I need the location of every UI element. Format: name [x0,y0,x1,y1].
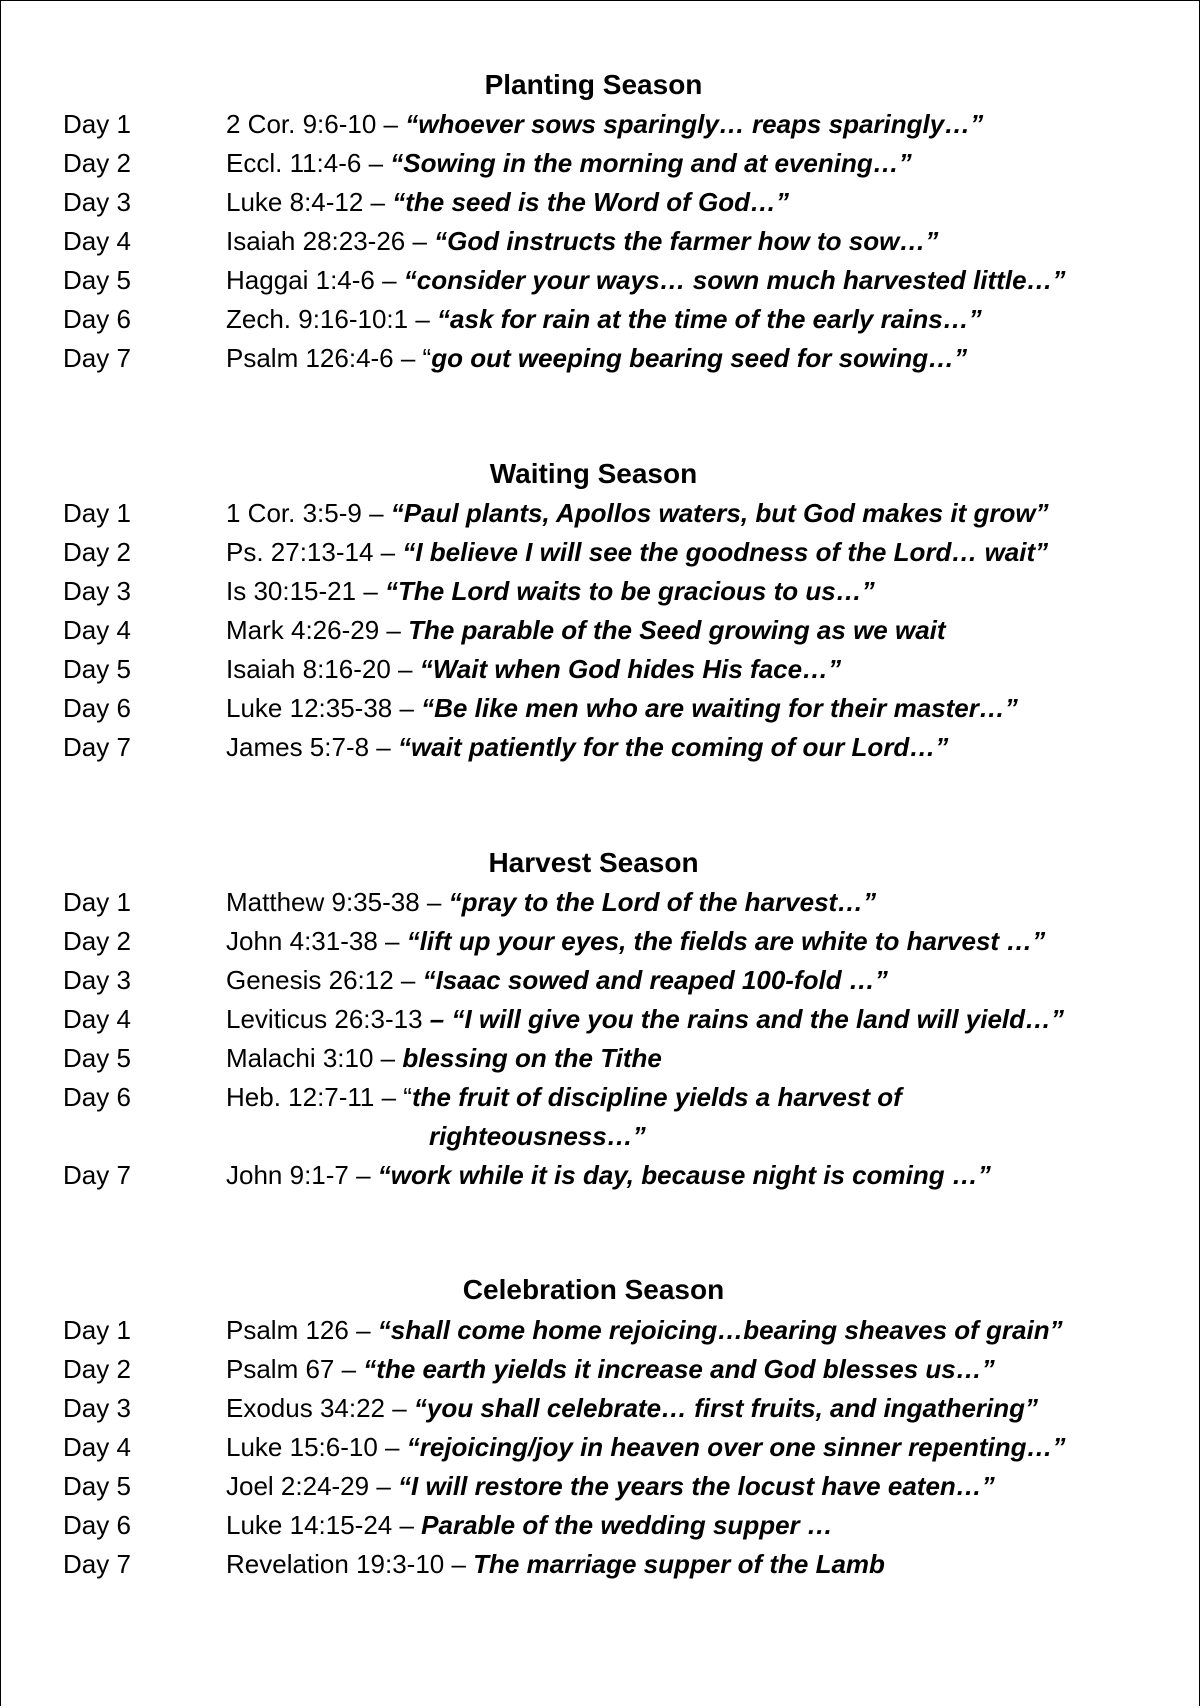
list-item [1,494,1201,533]
list-item [1,1039,1201,1078]
section-title: Waiting Season [489,458,698,489]
reading-quote: “Sowing in the morning and at evening…” [390,148,912,178]
list-item [1,961,1201,1000]
day-label: Day 2 [63,1354,131,1384]
day-label: Day 4 [63,615,131,645]
reading-entry [226,300,982,339]
day-label: Day 4 [63,226,131,256]
list-item [1,1350,1201,1389]
day-label: Day 1 [63,109,131,139]
section-title: Harvest Season [488,847,699,878]
reading-quote: “rejoicing/joy in heaven over one sinner repenting…” [406,1432,1066,1462]
reading-entry [226,261,1066,300]
reading-entry [226,961,888,1000]
day-label: Day 1 [63,887,131,917]
reading-quote: “shall come home rejoicing…bearing sheaves of grain” [377,1315,1063,1345]
day-label: Day 7 [63,732,131,762]
reading-quote: go out weeping bearing seed for sowing…” [431,343,968,373]
list-item [1,1506,1201,1545]
reading-entry [226,650,841,689]
reading-quote: “consider your ways… sown much harvested little…” [403,265,1066,295]
list-item [1,650,1201,689]
scripture-reference: Isaiah 8:16-20 – [226,654,420,684]
section-title: Celebration Season [462,1274,725,1305]
reading-entry [226,1350,995,1389]
reading-quote: “wait patiently for the coming of our Lord…” [397,732,949,762]
list-item [1,300,1201,339]
day-label: Day 6 [63,304,131,334]
reading-quote: “the seed is the Word of God…” [392,187,790,217]
reading-entry [226,611,946,650]
reading-entry [226,1156,991,1195]
reading-quote: “The Lord waits to be gracious to us…” [385,576,875,606]
day-label: Day 2 [63,926,131,956]
day-label: Day 2 [63,148,131,178]
day-label: Day 5 [63,654,131,684]
reading-entry [226,883,876,922]
scripture-reference: Ps. 27:13-14 – [226,537,403,567]
day-label: Day 1 [63,498,131,528]
reading-quote: – “I will give you the rains and the land will yield…” [429,1004,1065,1034]
scripture-reference: Luke 15:6-10 – [226,1432,407,1462]
reading-entry [226,1467,995,1506]
scripture-reference: John 4:31-38 – [226,926,407,956]
reading-entry [226,1000,1064,1039]
list-item [1,261,1201,300]
scripture-reference: Luke 14:15-24 – [226,1510,422,1540]
reading-entry [226,183,789,222]
list-item [1,533,1201,572]
reading-quote: “whoever sows sparingly… reaps sparingly…” [405,109,984,139]
day-label: Day 4 [63,1004,131,1034]
list-item [1,1311,1201,1350]
scripture-reference: 2 Cor. 9:6-10 – [226,109,406,139]
list-item [1,1467,1201,1506]
reading-quote: “I believe I will see the goodness of the Lord… wait” [402,537,1049,567]
list-item [1,922,1201,961]
scripture-reference: Is 30:15-21 – [226,576,385,606]
reading-quote: “you shall celebrate… first fruits, and ingathering” [413,1393,1039,1423]
scripture-reference: Luke 12:35-38 – [226,693,422,723]
scripture-reference: Revelation 19:3-10 – [226,1549,474,1579]
reading-quote: The parable of the Seed growing as we wait [408,615,946,645]
list-item [1,1078,1201,1117]
day-label: Day 4 [63,1432,131,1462]
list-item [1,689,1201,728]
reading-entry [226,1428,1066,1467]
reading-quote: blessing on the Tithe [402,1043,662,1073]
list-item [1,144,1201,183]
list-item [1,1545,1201,1584]
reading-entry [226,533,1048,572]
reading-quote: The marriage supper of the Lamb [473,1549,885,1579]
reading-quote: “Paul plants, Apollos waters, but God makes it grow” [390,498,1049,528]
reading-quote-continuation: righteousness…” [429,1121,646,1151]
reading-entry [226,222,938,261]
list-item [1,1389,1201,1428]
day-label: Day 5 [63,265,131,295]
reading-entry [226,494,1049,533]
scripture-reference: Haggai 1:4-6 – [226,265,404,295]
reading-quote: “Wait when God hides His face…” [419,654,842,684]
list-item [1,222,1201,261]
list-item [1,105,1201,144]
day-label: Day 3 [63,965,131,995]
reading-quote: “work while it is day, because night is coming …” [377,1160,991,1190]
day-label: Day 7 [63,343,131,373]
list-item [1,1000,1201,1039]
reading-quote: “ask for rain at the time of the early rains…” [437,304,982,334]
scripture-reference: Zech. 9:16-10:1 – [226,304,438,334]
reading-entry [226,1389,1038,1428]
scripture-reference: Matthew 9:35-38 – [226,887,449,917]
list-item [1,1156,1201,1195]
list-item [1,572,1201,611]
scripture-reference: John 9:1-7 – [226,1160,378,1190]
reading-entry [226,922,1045,961]
day-label: Day 2 [63,537,131,567]
day-label: Day 3 [63,1393,131,1423]
scripture-reference: Mark 4:26-29 – [226,615,409,645]
reading-quote: “lift up your eyes, the fields are white to harvest …” [406,926,1046,956]
day-label: Day 5 [63,1471,131,1501]
scripture-reference: Luke 8:4-12 – [226,187,393,217]
list-item [1,339,1201,378]
reading-entry [226,1311,1063,1350]
reading-quote: “I will restore the years the locust have eaten…” [398,1471,995,1501]
reading-entry [226,339,967,378]
reading-entry [226,144,912,183]
scripture-reference: 1 Cor. 3:5-9 – [226,498,391,528]
reading-entry [226,1078,902,1117]
section-title: Planting Season [484,69,703,100]
reading-quote: “pray to the Lord of the harvest…” [448,887,877,917]
day-label: Day 6 [63,693,131,723]
day-label: Day 3 [63,576,131,606]
scripture-reference: James 5:7-8 – [226,732,398,762]
reading-entry [226,1039,662,1078]
reading-entry [226,105,983,144]
list-item [1,883,1201,922]
scripture-reference: Leviticus 26:3-13 [226,1004,430,1034]
scripture-reference: Malachi 3:10 – [226,1043,403,1073]
reading-quote: “Isaac sowed and reaped 100-fold …” [422,965,888,995]
scripture-reference: Psalm 67 – [226,1354,364,1384]
reading-quote: “Be like men who are waiting for their master…” [421,693,1018,723]
reading-entry [226,572,875,611]
scripture-reference: Eccl. 11:4-6 – [226,148,391,178]
reading-entry [226,1545,885,1584]
day-label: Day 6 [63,1510,131,1540]
scripture-reference: Heb. 12:7-11 – “ [226,1082,412,1112]
scripture-reference: Joel 2:24-29 – [226,1471,399,1501]
reading-quote: Parable of the wedding supper … [421,1510,833,1540]
day-label: Day 6 [63,1082,131,1112]
reading-entry [226,728,948,767]
list-item [1,1428,1201,1467]
day-label: Day 3 [63,187,131,217]
list-item [1,183,1201,222]
reading-quote: “the earth yields it increase and God blesses us…” [363,1354,995,1384]
scripture-reference: Exodus 34:22 – [226,1393,414,1423]
day-label: Day 7 [63,1160,131,1190]
day-label: Day 5 [63,1043,131,1073]
reading-quote: the fruit of discipline yields a harvest of [411,1082,902,1112]
day-label: Day 1 [63,1315,131,1345]
reading-entry [226,689,1018,728]
scripture-reference: Isaiah 28:23-26 – [226,226,435,256]
list-item [1,728,1201,767]
list-item [1,611,1201,650]
scripture-reference: Genesis 26:12 – [226,965,423,995]
reading-quote: “God instructs the farmer how to sow…” [434,226,939,256]
scripture-reference: Psalm 126 – [226,1315,378,1345]
scripture-reference: Psalm 126:4-6 – “ [226,343,432,373]
day-label: Day 7 [63,1549,131,1579]
reading-entry [226,1506,833,1545]
